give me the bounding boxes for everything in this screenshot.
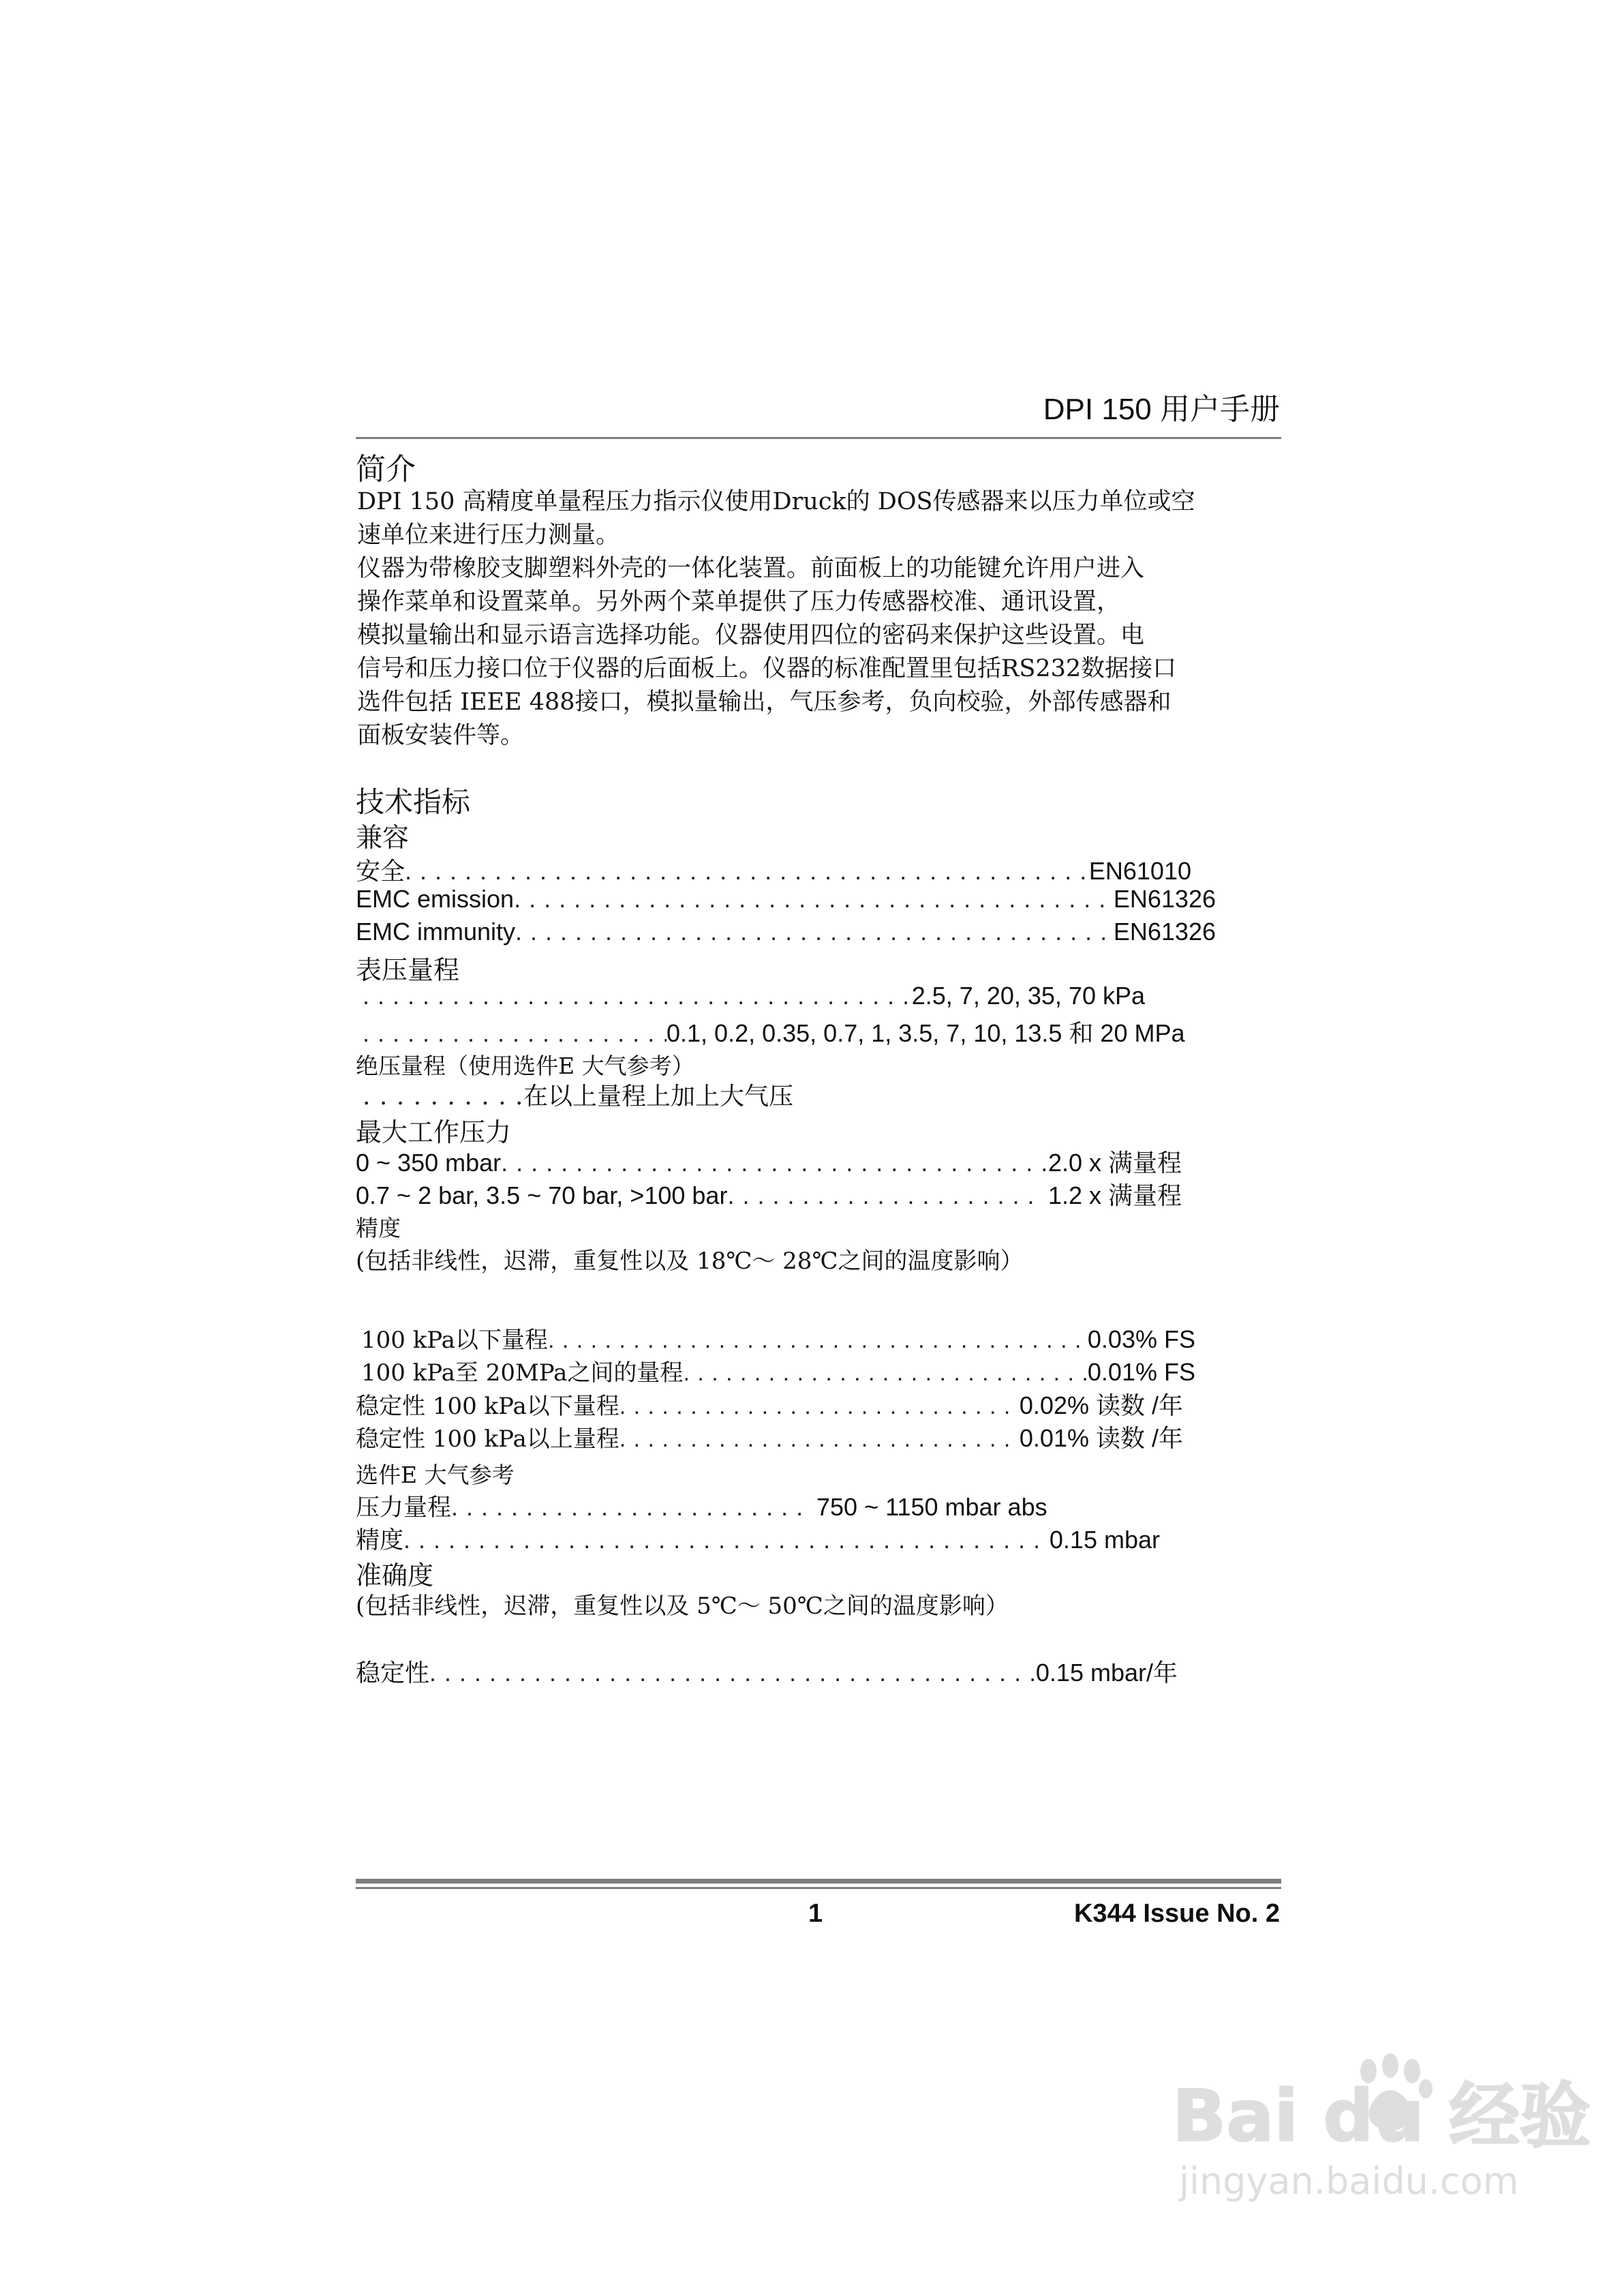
spec-value: 2.0 x 满量程 xyxy=(1047,1149,1182,1177)
spec-label: 100 kPa至 20MPa之间的量程 xyxy=(361,1359,684,1387)
spec-value: 0.01% FS xyxy=(1087,1358,1195,1386)
stability-row xyxy=(356,1419,1183,1454)
intro-line: 信号和压力接口位于仪器的后面板上。仪器的标准配置里包括RS232数据接口 xyxy=(357,655,1177,682)
spec-value: 0.01% 读数 /年 xyxy=(1019,1424,1183,1452)
absolute-row xyxy=(363,1077,840,1112)
spec-value: 0.15 mbar xyxy=(1049,1526,1160,1554)
spec-value: 0.15 mbar/年 xyxy=(1035,1659,1178,1687)
leader-dots xyxy=(619,1393,1020,1420)
intro-paragraph xyxy=(357,485,1195,753)
spec-value: 0.03% FS xyxy=(1087,1325,1195,1353)
leader-dots xyxy=(514,885,1114,913)
intro-line: 操作菜单和设置菜单。另外两个菜单提供了压力传感器校准、通讯设置， xyxy=(357,588,1121,616)
gauge-label: 表压量程 xyxy=(356,955,460,985)
watermark-brand: Bai du 经验 xyxy=(1172,2074,1591,2158)
max-pressure-row xyxy=(356,1144,1182,1179)
leader-dots xyxy=(501,1149,1048,1177)
gauge-row xyxy=(363,982,1145,1010)
spec-value: 1.2 x 满量程 xyxy=(1047,1181,1182,1209)
issue-label: K344 Issue No. 2 xyxy=(1073,1899,1280,1928)
leader-dots xyxy=(515,918,1114,946)
spec-row-emc-immunity xyxy=(356,918,1216,946)
stability-row xyxy=(356,1387,1183,1421)
spec-label: 0 ~ 350 mbar xyxy=(356,1149,502,1177)
intro-line: 模拟量输出和显示语言选择功能。仪器使用四位的密码来保护这些设置。电 xyxy=(357,622,1145,649)
spec-label: EMC emission xyxy=(356,885,515,913)
spec-label: 0.7 ~ 2 bar, 3.5 ~ 70 bar, >100 bar xyxy=(356,1181,728,1209)
spec-row-emc-emission xyxy=(356,885,1216,913)
footer-rule-thick xyxy=(356,1879,1281,1884)
intro-line: 速单位来进行压力测量。 xyxy=(357,522,620,549)
spec-value: EN61010 xyxy=(1088,857,1191,885)
max-pressure-row xyxy=(356,1177,1182,1211)
absolute-label: 绝压量程（使用选件E 大气参考） xyxy=(356,1053,694,1079)
intro-line: DPI 150 高精度单量程压力指示仪使用Druck的 DOS传感器来以压力单位或空 xyxy=(357,488,1195,515)
leader-dots xyxy=(683,1360,1087,1387)
intro-heading-text: 简介 xyxy=(356,452,416,487)
intro-line: 仪器为带橡胶支脚塑料外壳的一体化装置。前面板上的功能键允许用户进入 xyxy=(357,555,1145,582)
option-e-accuracy-label: 准确度 xyxy=(356,1560,434,1590)
spec-label: 压力量程 xyxy=(356,1494,452,1522)
baidu-watermark xyxy=(1159,2045,1595,2209)
spec-label: 安全 xyxy=(356,858,406,886)
option-e-accuracy-row xyxy=(356,1522,1160,1556)
spec-label: EMC immunity xyxy=(356,918,516,946)
accuracy-label: 精度 xyxy=(356,1215,401,1241)
leader-dots xyxy=(727,1181,1039,1210)
option-e-stability-row xyxy=(356,1654,1178,1689)
leader-dots xyxy=(405,857,1089,886)
header-title: DPI 150 用户手册 xyxy=(1043,393,1280,426)
compat-label: 兼容 xyxy=(356,823,410,854)
option-e-label: 选件E 大气参考 xyxy=(356,1462,515,1488)
option-e-range-row xyxy=(356,1489,1078,1523)
leader-dots xyxy=(619,1426,1020,1453)
leader-dots xyxy=(363,982,912,1010)
header-rule xyxy=(356,437,1281,439)
leader-dots xyxy=(429,1659,1036,1687)
spec-label: 精度 xyxy=(356,1527,404,1554)
leader-dots xyxy=(363,1019,667,1048)
option-e-note: (包括非线性，迟滞，重复性以及 5℃～ 50℃之间的温度影响） xyxy=(356,1592,1009,1620)
spec-value: 在以上量程上加上大气压 xyxy=(523,1083,794,1111)
leader-dots xyxy=(363,1083,523,1111)
spec-value: 750 ~ 1150 mbar abs xyxy=(816,1493,1047,1521)
specs-heading: 技术指标 xyxy=(356,785,471,819)
spec-label: 稳定性 xyxy=(356,1659,430,1687)
gauge-row xyxy=(363,1014,1249,1049)
leader-dots xyxy=(548,1327,1088,1354)
max-pressure-label: 最大工作压力 xyxy=(356,1117,512,1147)
accuracy-note: (包括非线性，迟滞，重复性以及 18℃～ 28℃之间的温度影响） xyxy=(356,1248,1024,1275)
intro-line: 选件包括 IEEE 488接口，模拟量输出，气压参考，负向校验，外部传感器和 xyxy=(357,689,1172,716)
spec-label: 100 kPa以下量程 xyxy=(361,1327,548,1354)
footer-rule-thin xyxy=(356,1887,1281,1889)
intro-line: 面板安装件等。 xyxy=(357,722,525,749)
spec-value: EN61326 xyxy=(1113,885,1216,913)
page-number: 1 xyxy=(808,1899,823,1928)
leader-dots xyxy=(403,1526,1050,1554)
spec-label: 稳定性 100 kPa以上量程 xyxy=(356,1425,619,1453)
spec-value: 0.1, 0.2, 0.35, 0.7, 1, 3.5, 7, 10, 13.5 和 20 MPa xyxy=(667,1019,1185,1047)
watermark-url: jingyan.baidu.com xyxy=(1179,2160,1519,2203)
spec-value: EN61326 xyxy=(1113,918,1216,946)
spec-value: 2.5, 7, 20, 35, 70 kPa xyxy=(911,982,1145,1010)
spec-row-safety xyxy=(356,852,1191,887)
baidu-paw-logo xyxy=(1159,2045,1595,2209)
spec-label: 稳定性 100 kPa以下量程 xyxy=(356,1393,619,1420)
spec-value: 0.02% 读数 /年 xyxy=(1019,1391,1183,1419)
accuracy-row xyxy=(361,1354,1195,1387)
accuracy-row xyxy=(361,1321,1195,1355)
leader-dots xyxy=(451,1493,806,1522)
